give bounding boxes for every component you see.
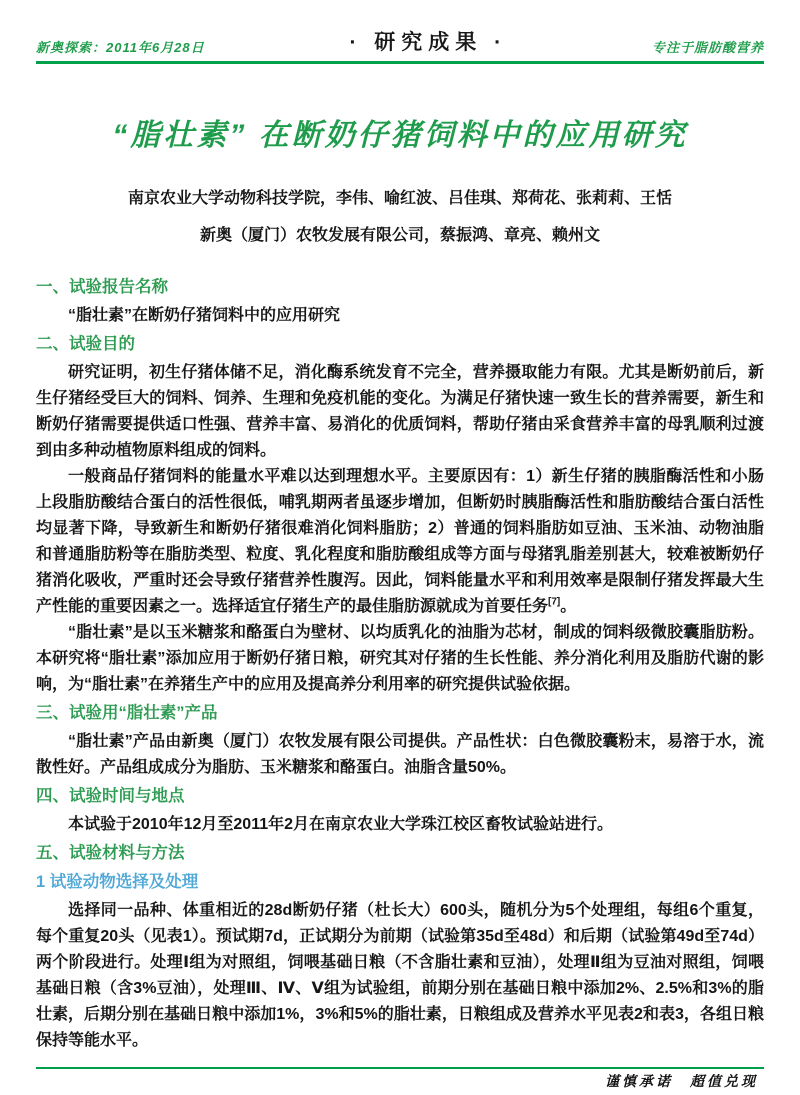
subsection-1-paragraph-1: 选择同一品种、体重相近的28d断奶仔猪（杜长大）600头，随机分为5个处理组，每组6个重复，每个重复20头（见表1）。预试期7d，正试期分为前期（试验第35d至48d）和后期（试验第49d至74d）两个阶段进行。处理Ⅰ组为对照组，饲喂基础日粮（不含脂壮素和豆油），处理Ⅱ组为豆油对照组，饲喂基础日粮（含3%豆油），处理Ⅲ、Ⅳ、Ⅴ组为试验组，前期分别在基础日粮中添加2%、2.5%和3%的脂壮素，后期分别在基础日粮中添加1%，3%和5%的脂壮素，日粮组成及营养水平见表2和表3，各组日粮保持等能水平。 — [36, 902, 764, 1049]
masthead — [36, 26, 764, 56]
section-2-paragraph-2-text: 一般商品仔猪饲料的能量水平难以达到理想水平。主要原因有：1）新生仔猪的胰脂酶活性和小肠上段脂肪酸结合蛋白的活性很低，哺乳期两者虽逐步增加，但断奶时胰脂酶活性和脂肪酸结合蛋白活性均显著下降，导致新生和断奶仔猪很难消化饲料脂肪；2）普通的饲料脂肪如豆油、玉米油、动物油脂和普通脂肪粉等在脂肪类型、粒度、乳化程度和脂肪酸组成等方面与母猪乳脂差别甚大，较难被断奶仔猪消化吸收，严重时还会导致仔猪营养性腹泻。因此，饲料能量水平和利用效率是限制仔猪发挥最大生产性能的重要因素之一。选择适宜仔猪生产的最佳脂肪源就成为首要任务 — [36, 468, 764, 615]
footer-slogan: 谨慎承诺 超值兑现 — [605, 1073, 758, 1089]
section-2-paragraph-2-tail: 。 — [560, 598, 577, 615]
section-4-paragraph-1: 本试验于2010年12月至2011年2月在南京农业大学珠江校区畜牧试验站进行。 — [68, 816, 614, 833]
section-2-paragraph-3: “脂壮素”是以玉米糖浆和酪蛋白为壁材、以均质乳化的油脂为芯材，制成的饲料级微胶囊脂肪粉。本研究将“脂壮素”添加应用于断奶仔猪日粮，研究其对仔猪的生长性能、养分消化利用及脂肪代谢的影响，为“脂壮素”在养猪生产中的应用及提高养分利用率的研究提供试验依据。 — [36, 624, 764, 693]
section-heading-3: 三、试验用“脂壮素”产品 — [36, 704, 218, 722]
section-heading-5: 五、试验材料与方法 — [36, 844, 185, 862]
author-line-1: 南京农业大学动物科技学院，李伟、喻红波、吕佳琪、郑荷花、张莉莉、王恬 — [127, 190, 672, 207]
section-2-paragraph-2 — [36, 464, 764, 620]
section-2-paragraph-1: 研究证明，初生仔猪体储不足，消化酶系统发育不完全，营养摄取能力有限。尤其是断奶前后，新生仔猪经受巨大的饲料、饲养、生理和免疫机能的变化。为满足仔猪快速一致生长的营养需要，新生和断奶仔猪需要提供适口性强、营养丰富、易消化的优质饲料，帮助仔猪由采食营养丰富的母乳顺利过渡到由多种动植物原料组成的饲料。 — [36, 364, 764, 459]
author-line-2: 新奥（厦门）农牧发展有限公司，蔡振鸿、章亮、赖州文 — [199, 227, 600, 244]
subsection-heading-1: 1 试验动物选择及处理 — [36, 873, 199, 891]
footer-divider — [36, 1067, 764, 1069]
page-footer — [36, 1067, 764, 1091]
masthead-banner: · 研究成果 · — [349, 31, 508, 54]
page-title: “脂壮素” 在断奶仔猪饲料中的应用研究 — [112, 119, 688, 152]
masthead-date: 新奥探索：2011年6月28日 — [36, 40, 205, 55]
document-body — [36, 274, 764, 1054]
masthead-tagline: 专注于脂肪酸营养 — [651, 40, 764, 55]
section-1-body: “脂壮素”在断奶仔猪饲料中的应用研究 — [68, 307, 341, 324]
author-block — [36, 180, 764, 254]
citation-reference: [7] — [548, 596, 561, 608]
section-3-paragraph-1: “脂壮素”产品由新奥（厦门）农牧发展有限公司提供。产品性状：白色微胶囊粉末，易溶于水，流散性好。产品组成成分为脂肪、玉米糖浆和酪蛋白。油脂含量50%。 — [36, 733, 764, 776]
section-heading-2: 二、试验目的 — [36, 335, 135, 353]
header-divider — [36, 61, 764, 64]
section-heading-4: 四、试验时间与地点 — [36, 787, 185, 805]
section-heading-1: 一、试验报告名称 — [36, 278, 168, 296]
